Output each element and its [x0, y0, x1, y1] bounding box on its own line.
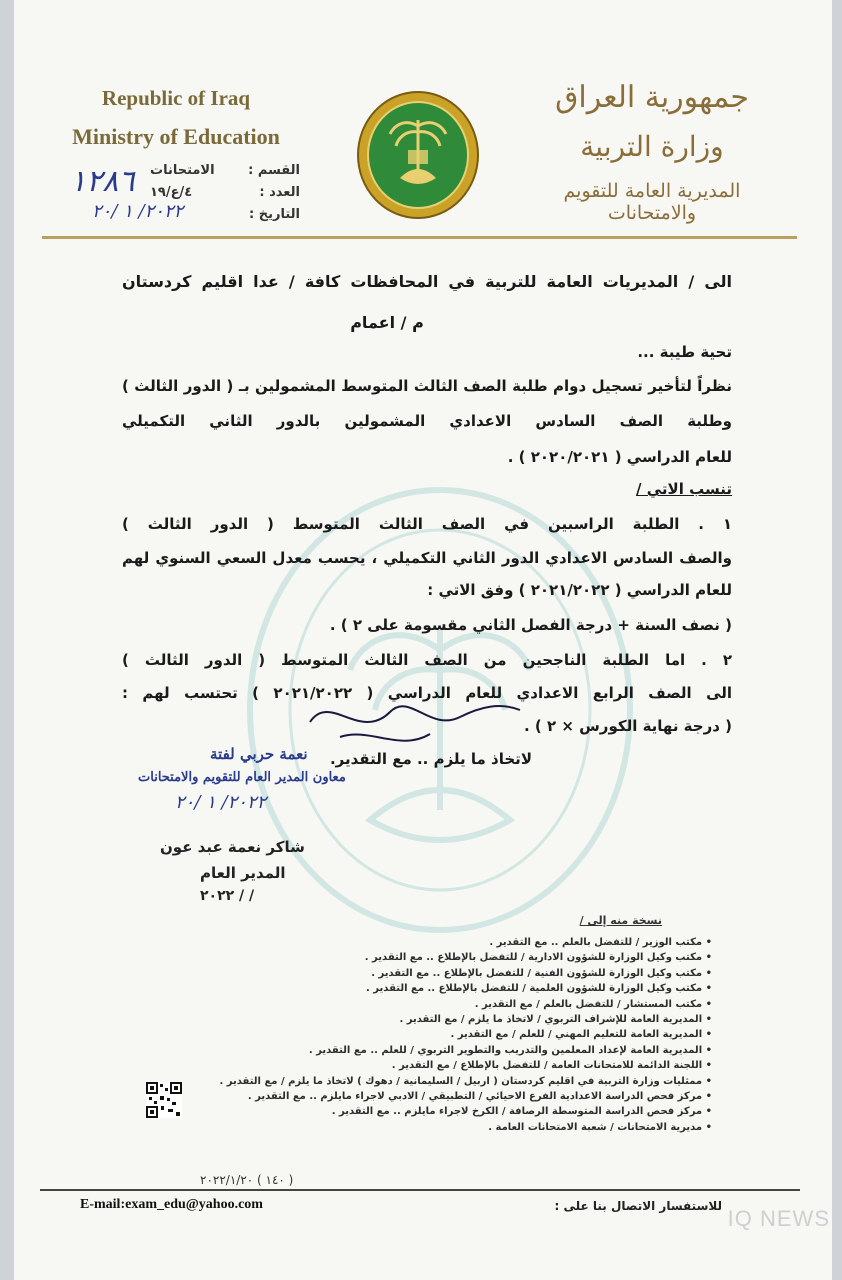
signatory-date: / / ٢٠٢٢ [200, 888, 255, 904]
item2-formula: ( درجة نهاية الكورس × ٢ ) . [523, 717, 732, 735]
dept-row [150, 163, 300, 178]
contact-email: E-mail:exam_edu@yahoo.com [80, 1197, 263, 1212]
item2-line1: ٢ . اما الطلبة الناجحين من الصف الثالث المتوسط ( الدور الثالث ) [122, 651, 732, 669]
signatory-title: المدير العام [200, 864, 286, 882]
cc-heading: نسخة منه إلى / [579, 914, 662, 927]
item2-line2: الى الصف الرابع الاعدادي للعام الدراسي ( ٢٠٢١/٢٠٢٢ ) تحتسب لهم : [122, 684, 733, 702]
cc-item: • مركز فحص الدراسة الاعدادية الفرع الاحيائي / التطبيقي / الادبي لاجراء مايلزم .. مع التقدير . [112, 1089, 712, 1104]
subject: م / اعمام [350, 313, 424, 332]
number-value: ٤/ع/١٩ [150, 185, 193, 200]
handwritten-number: ١٢٨٦ [70, 164, 135, 199]
date-label: التاريخ : [249, 207, 300, 222]
item1-line1: ١ . الطلبة الراسبين في الصف الثالث المتوسط ( الدور الثالث ) [122, 515, 732, 533]
cc-item: • مكتب المستشار / للتفضل بالعلم / مع التقدير . [112, 997, 712, 1012]
decision-heading: تنسب الاتي / [636, 480, 732, 498]
cc-item: • اللجنة الدائمة للامتحانات العامة / للتفضل بالإطلاع / مع التقدير . [112, 1058, 712, 1073]
cc-item: • المديرية العامة للإشراف التربوي / لاتخاذ ما يلزم / مع التقدير . [112, 1012, 712, 1027]
ministry-seal-icon [356, 90, 480, 220]
para1-line3: للعام الدراسي ( ٢٠٢٠/٢٠٢١ ) . [507, 448, 732, 466]
cc-item: • مكتب وكيل الوزارة للشؤون الفنية / للتفضل بالإطلاع .. مع التقدير . [112, 966, 712, 981]
header-ar-ministry: وزارة التربية [580, 130, 724, 163]
cc-item: • مديرية الامتحانات / شعبة الامتحانات العامة . [112, 1120, 712, 1135]
signature-scribble-icon [300, 682, 530, 762]
qr-code-icon [146, 1082, 182, 1118]
cc-item: • ممثليات وزارة التربية في اقليم كردستان ( اربيل / السليمانية / دهوك ) لاتخاذ ما يلزم / مع التقدير . [112, 1074, 712, 1089]
footer-divider [40, 1189, 800, 1191]
cc-item: • مكتب الوزير / للتفضل بالعلم .. مع التقدير . [112, 935, 712, 950]
signatory-name: شاكر نعمة عبد عون [160, 838, 305, 856]
iq-news-watermark: IQ NEWS [727, 1206, 830, 1231]
stamp-name: نعمة حربي لفتة [210, 745, 308, 763]
cc-item: • المديرية العامة لإعداد المعلمين والتدريب والتطوير التربوي / للعلم .. مع التقدير . [112, 1043, 712, 1058]
header-en-republic: Republic of Iraq [101, 86, 251, 110]
cc-item: • مركز فحص الدراسة المتوسطة الرصافة / الكرخ لاجراء مايلزم .. مع التقدير . [112, 1104, 712, 1119]
stamp-date: ٢٠٢٢/ ١ /٢٠ [175, 792, 267, 813]
addressee: الى / المديريات العامة للتربية في المحافظات كافة / عدا اقليم كردستان [122, 272, 732, 291]
cc-item: • مكتب وكيل الوزارة للشؤون الادارية / للتفضل بالإطلاع .. مع التقدير . [112, 950, 712, 965]
dept-value: الامتحانات [150, 163, 215, 178]
item1-line2: والصف السادس الاعدادي الدور الثاني التكميلي ، يحسب معدل السعي السنوي لهم [122, 549, 732, 567]
number-row [150, 185, 300, 200]
cc-item: • المديرية العامة للتعليم المهني / للعلم / مع التقدير . [112, 1027, 712, 1042]
number-label: العدد : [259, 185, 300, 200]
cc-list [112, 935, 712, 1135]
para1-line1: نظراً لتأخير تسجيل دوام طلبة الصف الثالث المتوسط المشمولين بـ ( الدور الثالث ) [122, 377, 732, 395]
header-ar-republic: جمهورية العراق [555, 80, 749, 115]
para1-line2: وطلبة الصف السادس الاعدادي المشمولين بالدور الثاني التكميلي [122, 412, 732, 430]
greeting: تحية طيبة ... [637, 343, 732, 361]
cc-item: • مكتب وكيل الوزارة للشؤون العلمية / للتفضل بالإطلاع .. مع التقدير . [112, 981, 712, 996]
header-ar-directorate: المديرية العامة للتقويم والامتحانات [563, 180, 741, 224]
inquiry-label: للاستفسار الاتصال بنا على : [554, 1199, 722, 1213]
closing-line: لاتخاذ ما يلزم .. مع التقدير. [329, 750, 532, 768]
reference-number: ( ١٤٠ ) ٢٠٢٢/١/٢٠ [200, 1173, 294, 1187]
header-divider [42, 236, 797, 239]
item1-formula: ( نصف السنة + درجة الفصل الثاني مقسومة على ٢ ) . [329, 616, 732, 634]
header-en-ministry: Ministry of Education [72, 124, 280, 149]
item1-line3: للعام الدراسي ( ٢٠٢١/٢٠٢٢ ) وفق الاتي : [427, 581, 732, 599]
stamp-title: معاون المدير العام للتقويم والامتحانات [138, 770, 346, 785]
handwritten-date: ٢٠٢٢/ ١ /٢٠ [92, 201, 184, 222]
dept-label: القسم : [248, 163, 300, 178]
